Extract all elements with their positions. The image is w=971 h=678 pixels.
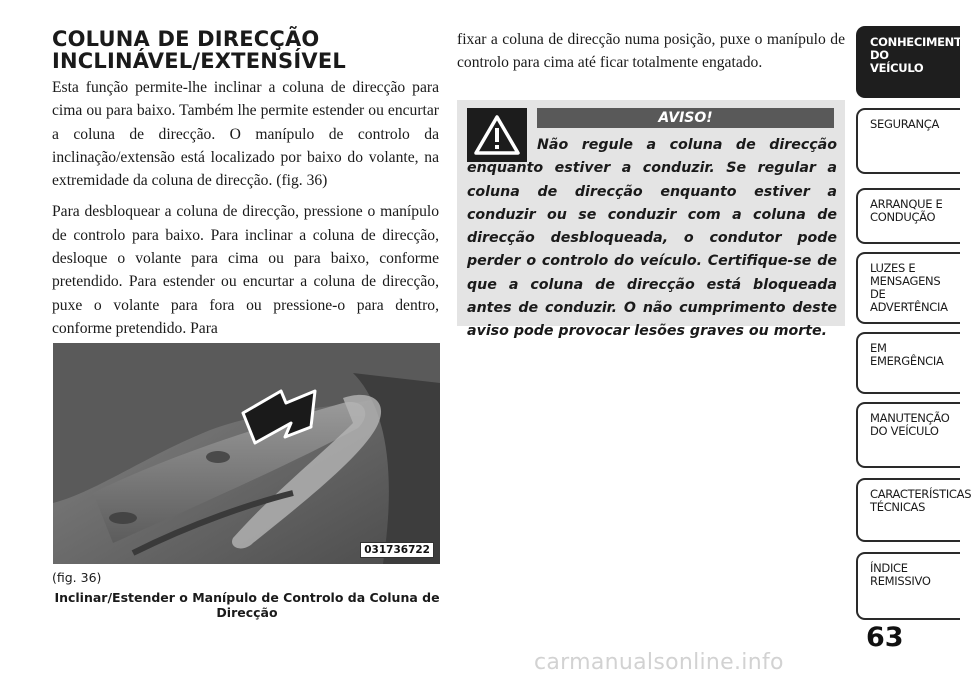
chapter-tab-label: DO [870,48,889,62]
chapter-tab-4[interactable] [856,252,960,324]
chapter-tab-label: EMERGÊNCIA [870,354,944,368]
chapter-tab-5[interactable] [856,332,960,394]
paragraph-unlock: Para desbloquear a coluna de direcção, pressione o manípulo de controlo para baixo. Para inclinar a coluna de direcção, desloque o volante para cima ou para baixo, conforme pretendido. Para estender ou encurtar a coluna de direcção, puxe o volante para fora ou pressione-o para dentro, conforme pretendido. Para [52,203,439,337]
warning-title: AVISO! [658,110,713,126]
figure-steering-column [53,343,440,564]
paragraph-lock: fixar a coluna de direcção numa posição, puxe o manípulo de controlo para cima até ficar totalmente engatado. [457,31,845,72]
chapter-tab-label: ADVERTÊNCIA [870,300,948,314]
figure-illustration [53,343,440,564]
chapter-tab-2[interactable] [856,108,960,174]
chapter-tab-label: VEÍCULO [870,61,924,75]
chapter-tab-1[interactable] [856,26,971,98]
chapter-tab-label: TÉCNICAS [870,500,926,514]
page-number: 63 [866,622,904,653]
chapter-tab-label: DE [870,287,886,301]
figure-code: 031736722 [360,542,434,558]
watermark: carmanualsonline.info [534,650,784,675]
warning-title-bar [537,108,834,128]
chapter-tab-3[interactable] [856,188,960,244]
chapter-tab-label: CONHECIMENTO [870,35,971,49]
heading-line-2: INCLINÁVEL/EXTENSÍVEL [52,49,346,73]
chapter-tab-8[interactable] [856,552,960,620]
chapter-tab-label: EM [870,341,887,355]
figure-label: (fig. 36) [52,570,102,585]
left-column [52,76,439,348]
paragraph-intro: Esta função permite-lhe inclinar a coluna de direcção para cima ou para baixo. Também lhe permite estender ou encurtar a coluna de direcção. O manípulo de controlo da inclinação/extensão está localizado por baixo do volante, na extremidade da coluna de direcção. (fig. 36) [52,79,439,190]
chapter-tab-label: ÍNDICE [870,561,908,575]
section-heading [52,28,442,72]
figure-caption: Inclinar/Estender o Manípulo de Controlo da Coluna de Direcção [54,590,440,620]
chapter-tab-label: REMISSIVO [870,574,931,588]
chapter-tab-label: CARACTERÍSTICAS [870,487,971,501]
chapter-tab-label: MENSAGENS [870,274,941,288]
heading-line-1: COLUNA DE DIRECÇÃO [52,27,320,51]
chapter-tab-label: DO VEÍCULO [870,424,939,438]
chapter-tab-label: SEGURANÇA [870,117,940,131]
chapter-tab-7[interactable] [856,478,971,542]
warning-text: Não regule a coluna de direcção enquanto estiver a conduzir. Se regular a coluna de direcção enquanto estiver a conduzir ou se conduzir com a coluna de direcção desbloqueada, o condutor pode perder o controlo do veículo. Certifique-se de que a coluna de direcção está bloqueada antes de conduzir. O não cumprimento deste aviso pode provocar lesões graves ou morte. [467,137,837,340]
chapter-tab-6[interactable] [856,402,960,468]
chapter-tab-label: ARRANQUE E [870,197,943,211]
chapter-tab-label: CONDUÇÃO [870,210,936,224]
right-column [457,28,845,75]
chapter-tab-label: LUZES E [870,261,916,275]
chapter-tab-label: MANUTENÇÃO [870,411,950,425]
warning-box [457,100,845,340]
